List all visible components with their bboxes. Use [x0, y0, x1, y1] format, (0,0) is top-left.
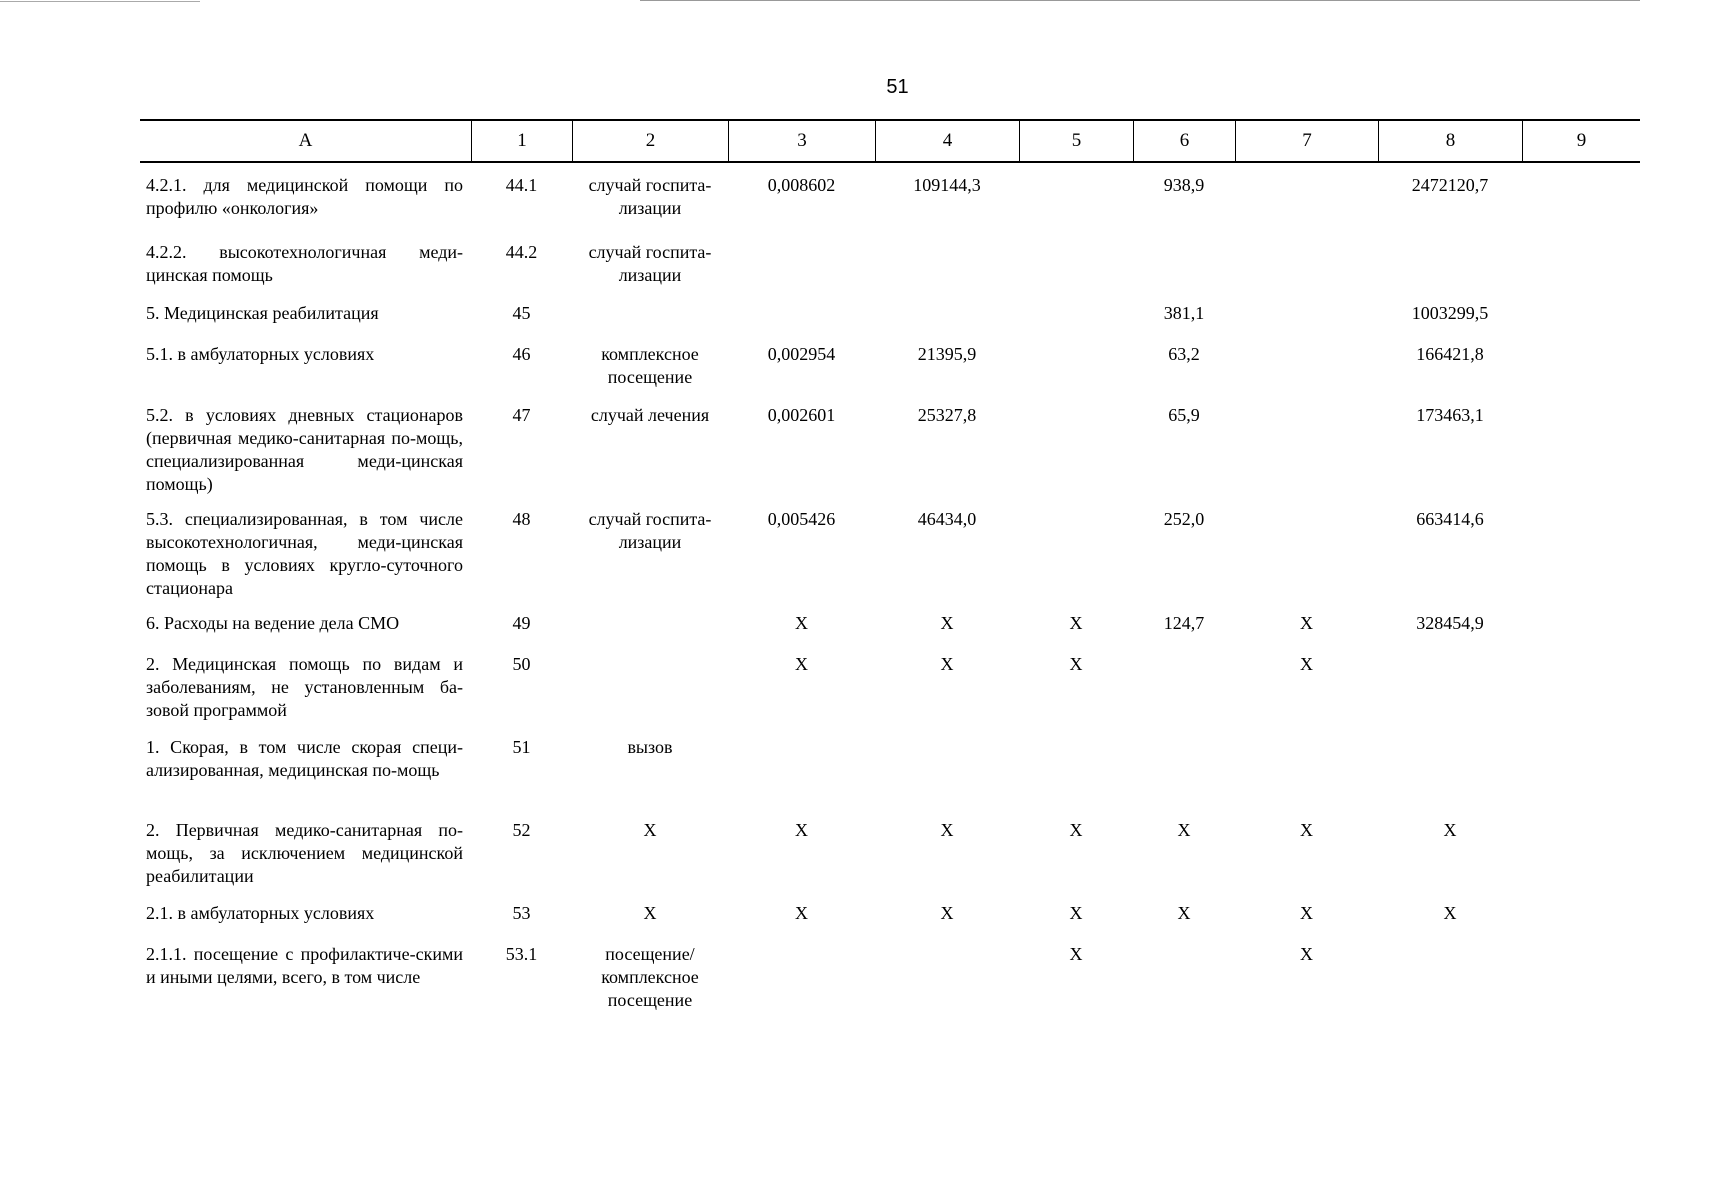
scan-edge-line	[640, 0, 1640, 1]
table-cell	[1019, 163, 1133, 230]
table-cell: 109144,3	[913, 175, 981, 195]
row-label-cell: 5.1. в амбулаторных условиях	[146, 344, 375, 364]
table-cell	[572, 642, 728, 725]
table-cell	[572, 291, 728, 332]
table-cell: случай госпита-лизации	[588, 509, 712, 552]
table-cell	[1235, 332, 1378, 393]
table-cell: комплексное посещение	[601, 344, 699, 387]
table-cell: 53	[512, 903, 531, 923]
table-cell	[1378, 932, 1522, 1022]
table-cell: 49	[512, 613, 531, 633]
table-cell: 50	[512, 654, 531, 674]
table-cell	[728, 291, 875, 332]
table-cell	[1522, 725, 1640, 808]
page-number: 51	[886, 76, 909, 98]
table-cell: 0,008602	[767, 175, 836, 195]
table-cell	[1133, 230, 1235, 291]
table-cell	[1522, 891, 1640, 932]
table-header-row	[140, 119, 1640, 163]
table-cell	[875, 230, 1019, 291]
table-cell	[1235, 163, 1378, 230]
table-cell: X	[1443, 903, 1457, 923]
row-label-cell: 1. Скорая, в том числе скорая специ-ализированная, медицинская по-мощь	[146, 737, 463, 780]
table-row	[140, 891, 1640, 932]
table-row	[140, 497, 1640, 601]
table-row	[140, 163, 1640, 230]
table-cell	[1235, 230, 1378, 291]
scan-edge-line	[0, 1, 200, 2]
table-row	[140, 932, 1640, 1022]
table-cell: X	[1443, 820, 1457, 840]
table-cell: 53.1	[505, 944, 538, 964]
table-cell: 2472120,7	[1411, 175, 1489, 195]
table-cell	[1133, 642, 1235, 725]
table-cell	[875, 725, 1019, 808]
table-cell	[875, 932, 1019, 1022]
table-cell: 44.2	[505, 242, 538, 262]
row-label-cell: 5. Медицинская реабилитация	[146, 303, 379, 323]
table-cell	[875, 291, 1019, 332]
table-cell: 663414,6	[1416, 509, 1484, 529]
table-cell	[728, 932, 875, 1022]
column-header: 2	[572, 121, 728, 161]
row-label-cell: 2. Первичная медико-санитарная по-мощь, за исключением медицинской реабилитации	[146, 820, 463, 886]
table-cell	[572, 601, 728, 642]
column-header: 6	[1133, 121, 1235, 161]
table-cell: 252,0	[1163, 509, 1205, 529]
table-cell: посещение/ комплексное посещение	[601, 944, 699, 1010]
table-cell: X	[1177, 903, 1191, 923]
column-header: 9	[1522, 121, 1640, 161]
table-cell: случай госпита-лизации	[588, 242, 712, 285]
table-cell: X	[1177, 820, 1191, 840]
table-cell: X	[1300, 820, 1313, 840]
table-cell: X	[1069, 944, 1083, 964]
table-cell	[1019, 230, 1133, 291]
table-cell	[1522, 932, 1640, 1022]
table-cell: 0,002601	[767, 405, 836, 425]
table-cell: X	[1069, 903, 1083, 923]
table-cell	[1378, 725, 1522, 808]
table-cell: X	[643, 903, 657, 923]
table-cell	[1019, 497, 1133, 601]
table-cell	[1019, 725, 1133, 808]
table-cell	[1019, 291, 1133, 332]
table-cell: X	[795, 654, 808, 674]
table-cell: 51	[512, 737, 531, 757]
table-cell	[1522, 332, 1640, 393]
table-row	[140, 230, 1640, 291]
table-cell	[1522, 497, 1640, 601]
table-cell: 173463,1	[1416, 405, 1484, 425]
table-cell: X	[940, 820, 954, 840]
row-label-cell: 2.1. в амбулаторных условиях	[146, 903, 375, 923]
table-cell: 47	[512, 405, 531, 425]
table-cell	[728, 725, 875, 808]
table-row	[140, 393, 1640, 497]
table-cell	[1522, 163, 1640, 230]
row-label-cell: 2. Медицинская помощь по видам и заболеваниям, не установленным ба-зовой программой	[146, 654, 463, 720]
table-cell: X	[1300, 613, 1313, 633]
column-header: 1	[471, 121, 572, 161]
table-body	[140, 163, 1640, 1022]
column-header: 3	[728, 121, 875, 161]
table-cell: 65,9	[1168, 405, 1200, 425]
table-cell: X	[940, 613, 954, 633]
column-header: 5	[1019, 121, 1133, 161]
table-cell: X	[1300, 903, 1313, 923]
table-row	[140, 725, 1640, 808]
table-cell: X	[940, 903, 954, 923]
row-label-cell: 2.1.1. посещение с профилактиче-скими и иными целями, всего, в том числе	[146, 944, 463, 987]
table-cell: 44.1	[505, 175, 538, 195]
table-cell	[1235, 393, 1378, 497]
row-label-cell: 5.3. специализированная, в том числе высокотехнологичная, меди-цинская помощь в условиях кругло-суточного стационара	[146, 509, 463, 598]
table-cell: 0,002954	[767, 344, 836, 364]
table-row	[140, 808, 1640, 891]
table-cell: 63,2	[1168, 344, 1200, 364]
table-cell: 46	[512, 344, 531, 364]
table-cell: 0,005426	[767, 509, 836, 529]
table-cell: X	[1069, 613, 1083, 633]
table-cell	[1522, 601, 1640, 642]
table-cell	[1235, 497, 1378, 601]
table-cell: 381,1	[1163, 303, 1205, 323]
table-cell: 25327,8	[917, 405, 977, 425]
table-cell: случай госпита-лизации	[588, 175, 712, 218]
table-cell	[1522, 393, 1640, 497]
column-header: 8	[1378, 121, 1522, 161]
row-label-cell: 5.2. в условиях дневных стационаров (первичная медико-санитарная по-мощь, специализированная меди-цинская помощь)	[146, 405, 463, 494]
table-cell: 52	[512, 820, 531, 840]
row-label-cell: 4.2.2. высокотехнологичная меди-цинская помощь	[146, 242, 463, 285]
table-cell: 46434,0	[917, 509, 977, 529]
column-header: 4	[875, 121, 1019, 161]
table-cell: X	[1300, 654, 1313, 674]
table-cell	[1235, 725, 1378, 808]
table-cell	[1133, 725, 1235, 808]
table-row	[140, 332, 1640, 393]
row-label-cell: 4.2.1. для медицинской помощи по профилю «онкология»	[146, 175, 463, 218]
table-cell: X	[1069, 654, 1083, 674]
table-cell	[1378, 642, 1522, 725]
table-cell	[1235, 291, 1378, 332]
table-cell	[1522, 808, 1640, 891]
table-cell: 166421,8	[1416, 344, 1484, 364]
table-cell: X	[643, 820, 657, 840]
table-cell	[1522, 291, 1640, 332]
table-cell: 328454,9	[1416, 613, 1484, 633]
table-cell: 21395,9	[917, 344, 977, 364]
table-cell: X	[795, 820, 808, 840]
table-cell	[1133, 932, 1235, 1022]
table-cell: 124,7	[1163, 613, 1205, 633]
table-cell	[728, 230, 875, 291]
table-cell: X	[795, 903, 808, 923]
table-row	[140, 291, 1640, 332]
table-cell	[1019, 393, 1133, 497]
table-row	[140, 601, 1640, 642]
table-cell: случай лечения	[590, 405, 710, 425]
table-cell: 48	[512, 509, 531, 529]
table-cell: X	[1069, 820, 1083, 840]
table-cell: X	[940, 654, 954, 674]
table-cell	[1522, 230, 1640, 291]
row-label-cell: 6. Расходы на ведение дела СМО	[146, 613, 400, 633]
column-header: А	[298, 130, 313, 151]
table-cell: X	[795, 613, 808, 633]
table-cell	[1378, 230, 1522, 291]
table-cell: X	[1300, 944, 1313, 964]
table-cell: 1003299,5	[1411, 303, 1489, 323]
table-cell: 938,9	[1163, 175, 1205, 195]
table-cell: 45	[512, 303, 531, 323]
table-cell	[1019, 332, 1133, 393]
table-cell	[1522, 642, 1640, 725]
table-row	[140, 642, 1640, 725]
data-table	[140, 119, 1640, 1022]
column-header: 7	[1235, 121, 1378, 161]
table-cell: вызов	[627, 737, 673, 757]
